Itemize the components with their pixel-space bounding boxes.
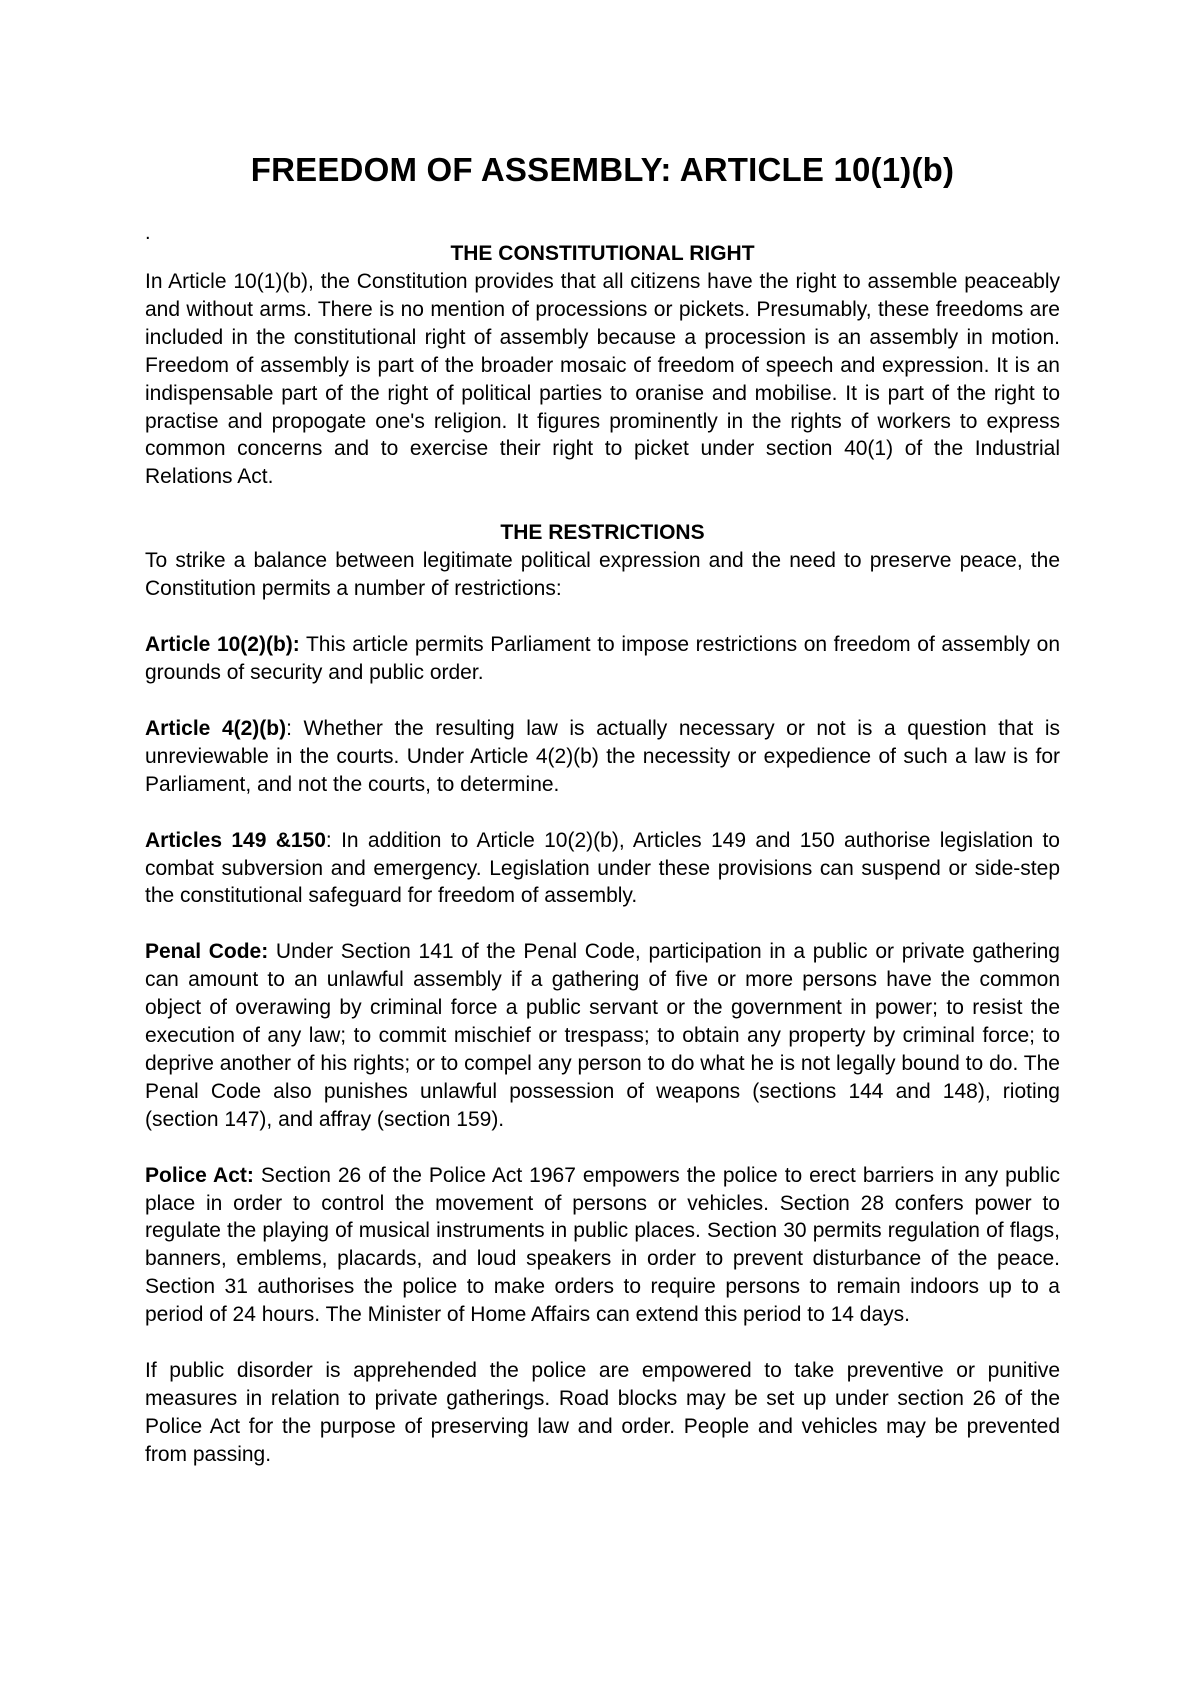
document-page: [145, 150, 1060, 1469]
lead-article-10-2-b: Article 10(2)(b):: [145, 633, 300, 657]
paragraph-police-act: [145, 1162, 1060, 1329]
paragraph-articles-149-150: [145, 827, 1060, 911]
paragraph-constitutional-right: In Article 10(1)(b), the Constitution provides that all citizens have the right to assemble peaceably and without arms. There is no mention of processions or pickets. Presumably, these freedoms are included in the constitutional right of assembly because a procession is an assembly in motion. Freedom of assembly is part of the broader mosaic of freedom of speech and expression. It is an indispensable part of the right of political parties to oranise and mobilise. It is part of the right to practise and propogate one's religion. It figures prominently in the rights of workers to express common concerns and to exercise their right to picket under section 40(1) of the Industrial Relations Act.: [145, 270, 1060, 489]
paragraph-penal-code: [145, 938, 1060, 1133]
paragraph-restrictions-intro: To strike a balance between legitimate political expression and the need to preserve peace, the Constitution permits a number of restrictions:: [145, 549, 1060, 601]
text-penal-code: Under Section 141 of the Penal Code, participation in a public or private gathering can amount to an unlawful assembly if a gathering of five or more persons have the common object of overawing by criminal force a public servant or the government in power; to resist the execution of any law; to commit mischief or trespass; to obtain any property by criminal force; to deprive another of his rights; or to compel any person to do what he is not legally bound to do. The Penal Code also punishes unlawful possession of weapons (sections 144 and 148), rioting (section 147), and affray (section 159).: [145, 940, 1060, 1131]
text-article-10-2-b: This article permits Parliament to impose restrictions on freedom of assembly on grounds of security and public order.: [145, 633, 1060, 684]
heading-constitutional-right: THE CONSTITUTIONAL RIGHT: [450, 242, 755, 265]
document-title: FREEDOM OF ASSEMBLY: ARTICLE 10(1)(b): [250, 151, 955, 188]
lead-article-4-2-b: Article 4(2)(b): [145, 716, 287, 740]
text-article-4-2-b: : Whether the resulting law is actually necessary or not is a question that is unreviewable in the courts. Under Article 4(2)(b) the necessity or expedience of such a law is for Parliament, and not the courts, to determine.: [145, 716, 1060, 796]
paragraph-article-10-2-b: [145, 631, 1060, 687]
stray-dot: .: [145, 222, 151, 244]
heading-restrictions: THE RESTRICTIONS: [500, 521, 705, 545]
paragraph-closing: If public disorder is apprehended the police are empowered to take preventive or punitive measures in relation to private gatherings. Road blocks may be set up under section 26 of the Police Act for the purpose of preserving law and order. People and vehicles may be prevented from passing.: [145, 1359, 1060, 1466]
lead-penal-code: Penal Code:: [145, 940, 269, 964]
lead-police-act: Police Act:: [145, 1163, 254, 1187]
text-police-act: Section 26 of the Police Act 1967 empowers the police to erect barriers in any public place in order to control the movement of persons or vehicles. Section 28 confers power to regulate the playing of musical instruments in public places. Section 30 permits regulation of flags, banners, emblems, placards, and loud speakers in order to prevent disturbance of the peace. Section 31 authorises the police to make orders to require persons to remain indoors up to a period of 24 hours. The Minister of Home Affairs can extend this period to 14 days.: [145, 1163, 1060, 1327]
text-articles-149-150: : In addition to Article 10(2)(b), Articles 149 and 150 authorise legislation to combat subversion and emergency. Legislation under these provisions can suspend or side-step the constitutional safeguard for freedom of assembly.: [145, 828, 1060, 908]
paragraph-article-4-2-b: [145, 715, 1060, 799]
lead-articles-149-150: Articles 149 &150: [145, 828, 326, 852]
